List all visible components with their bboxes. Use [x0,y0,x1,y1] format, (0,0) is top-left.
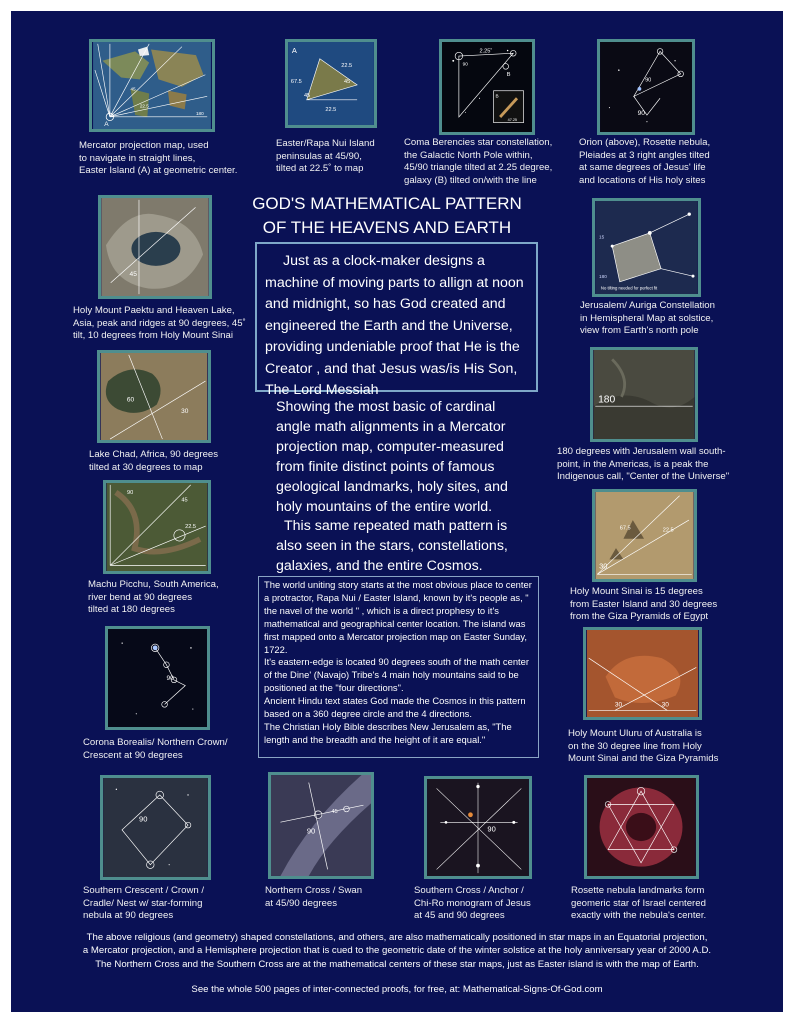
orion-label-90b: 90 [637,110,645,118]
story-paragraph-4: The Christian Holy Bible describes New Jerusalem as, "The length and the breadth and the height of it are equal." [264,720,512,745]
easter-label-a: A [291,46,297,56]
caption-northern-cross: Northern Cross / Swan at 45/90 degrees [265,885,363,909]
jer-label-180: 180 [599,274,607,280]
mercator-label-180: 180 [195,110,204,116]
caption-mercator: Mercator projection map, used to navigate in straight lines, Easter Island (A) at geometric center. [79,140,238,177]
southern-cross-image [424,776,532,879]
caption-chad: Lake Chad, Africa, 90 degrees tilted at 30 degrees to map [89,449,219,473]
story-box [258,576,539,758]
orion-label-90: 90 [645,77,652,84]
caption-sinai: Holy Mount Sinai is 15 degrees from Easter Island and 30 degrees from the Giza Pyramids of Egypt [570,586,718,623]
coma-berenices-image [439,39,535,135]
jerusalem-wall-image [590,347,698,442]
footer-link[interactable]: See the whole 500 pages of inter-connected proofs, for free, at: Mathematical-Signs-Of-God.com [191,984,603,995]
sinai-label-675: 67.5 [619,525,631,532]
caption-coma: Coma Berencies star constellation, the Galactic North Pole within, 45/90 triangle tilted at 2.25 degree, galaxy (B) tilted on/with the line [404,137,553,186]
coma-label-b: B [506,71,511,78]
caption-jerusalem: Jerusalem/ Auriga Constellation in Hemispheral Map at solstice, view from Earth's north pole [580,300,715,337]
easter-label-675: 67.5 [290,79,302,86]
mercator-label-225: 22.5 [139,103,149,109]
southern-crescent-image [100,775,211,880]
easter-label-45b: 45 [303,93,311,100]
caption-southern-crescent: Southern Crescent / Crown / Cradle/ Nest w/ star-forming nebula at 90 degrees [83,885,205,922]
lake-chad-image [97,350,211,443]
story-paragraph-1: The world uniting story starts at the most obvious place to center a protractor, Rapa Nui / Easter Island, known by it's people as, " the navel of the world " , which is a direct prophesy to it's mathematical and geographical center location. The island was first mapped onto a Mercator projection map on Easter Sunday, 1722. [264,579,532,655]
easter-label-45: 45 [344,79,351,86]
jerusalem-auriga-image [592,198,701,297]
coma-label-4725: 47.25 [507,117,518,122]
scres-label-90: 90 [139,814,148,824]
middle-paragraph-1: Showing the most basic of cardinal angle math alignments in a Mercator projection map, computer-measured from finite distinct points of famous geological landmarks, holy sites, and holy mountains of the entire world. [276,399,508,515]
uluru-label-30b: 30 [661,701,669,709]
chad-label-30: 30 [181,407,189,415]
story-paragraph-3: Ancient Hindu text states God made the Cosmos in this pattern based on a 360 degree circle and the 4 directions. [264,695,526,720]
chad-label-60: 60 [126,396,135,404]
wall-label-180: 180 [598,394,616,406]
corona-label-90: 90 [166,674,174,682]
scross-label-90: 90 [487,824,496,834]
machu-label-45: 45 [181,497,188,504]
orion-image [597,39,695,135]
caption-easter: Easter/Rapa Nui Island peninsulas at 45/90, tilted at 22.5˚ to map [276,138,375,175]
mount-sinai-image [592,489,697,582]
caption-southern-cross: Southern Cross / Anchor / Chi-Ro monogram of Jesus at 45 and 90 degrees [414,885,531,922]
mercator-map-image [89,39,215,132]
middle-paragraph-2: This same repeated math pattern is also seen in the stars, constellations, galaxies, and the entire Cosmos. [276,518,508,575]
easter-island-image [285,39,377,128]
coma-label-90: 90 [462,61,468,67]
mount-paektu-image [98,195,212,299]
intro-box: Just as a clock-maker designs a machine of moving parts to allign at noon and midnight, so has God created and engineered the Earth and the Universe, providing undeniable proof that He is the Creator , and that Jesus was/is His Son, The Lord Messiah [255,242,538,392]
corona-borealis-image [105,626,210,730]
machu-picchu-image [103,480,211,574]
ncross-label-90: 90 [306,826,316,836]
story-paragraph-2: It's eastern-edge is located 90 degrees south of the math center of the Dine' (Navajo) Tribe's 4 main holy mountains said to be positioned at the "four directions". [264,656,529,694]
caption-wall: 180 degrees with Jerusalem wall south- point, in the Americas, is a peak the Indigenous call, "Center of the Universe" [557,446,730,483]
footer-line-2: a Mercator projection, and a Hemisphere projection that is cued to the geometric date of the winter solstice at the holy anniversary year of 2000 A.D. [82,945,712,956]
caption-uluru: Holy Mount Uluru of Australia is on the 30 degree line from Holy Mount Sinai and the Giza Pyramids [568,728,719,765]
sinai-label-225: 22.5 [662,527,674,534]
jer-label-15: 15 [599,234,605,240]
paektu-label-45: 45 [129,271,137,279]
mount-uluru-image [583,627,702,720]
rosette-nebula-image [584,775,699,879]
page-title: GOD'S MATHEMATICAL PATTERN OF THE HEAVENS AND EARTH [252,194,522,237]
mercator-label-45: 45 [130,86,136,92]
coma-label-b2: B [495,93,499,99]
uluru-label-30a: 30 [614,701,623,709]
coma-label-225: 2.25˚ [479,48,493,55]
caption-corona: Corona Borealis/ Northern Crown/ Crescent at 90 degrees [83,737,228,761]
footer-line-1: The above religious (and geometry) shaped constellations, and others, are also mathematically positioned in star maps in an Equatorial projection, [86,932,708,943]
middle-text [276,398,531,577]
jer-note: No tilting needed for perfect fit [600,285,658,291]
machu-label-90: 90 [127,490,134,497]
ncross-label-45: 45 [331,808,338,815]
machu-label-225: 22.5 [185,523,197,530]
mercator-label-a: A [104,121,109,129]
northern-cross-image [268,772,374,879]
caption-paektu: Holy Mount Paektu and Heaven Lake, Asia, peak and ridges at 90 degrees, 45˚ tilt, 10 degrees from Holy Mount Sinai [73,305,246,342]
caption-rosette: Rosette nebula landmarks form geomeric star of Israel centered exactly with the nebula's center. [571,885,707,922]
easter-label-225-bottom: 22.5 [325,107,337,114]
caption-orion: Orion (above), Rosette nebula, Pleiades at 3 right angles tilted at same degrees of Jesus' life and locations of His holy sites [579,137,711,186]
sinai-label-30: 30 [599,561,608,571]
footer-line-3: The Northern Cross and the Southern Cross are at the mathematical centers of these star maps, just as Easter island is with the map of Earth. [95,959,699,970]
easter-label-225-top: 22.5 [341,63,353,70]
caption-machu: Machu Picchu, South America, river bend at 90 degrees tilted at 180 degrees [88,579,219,616]
